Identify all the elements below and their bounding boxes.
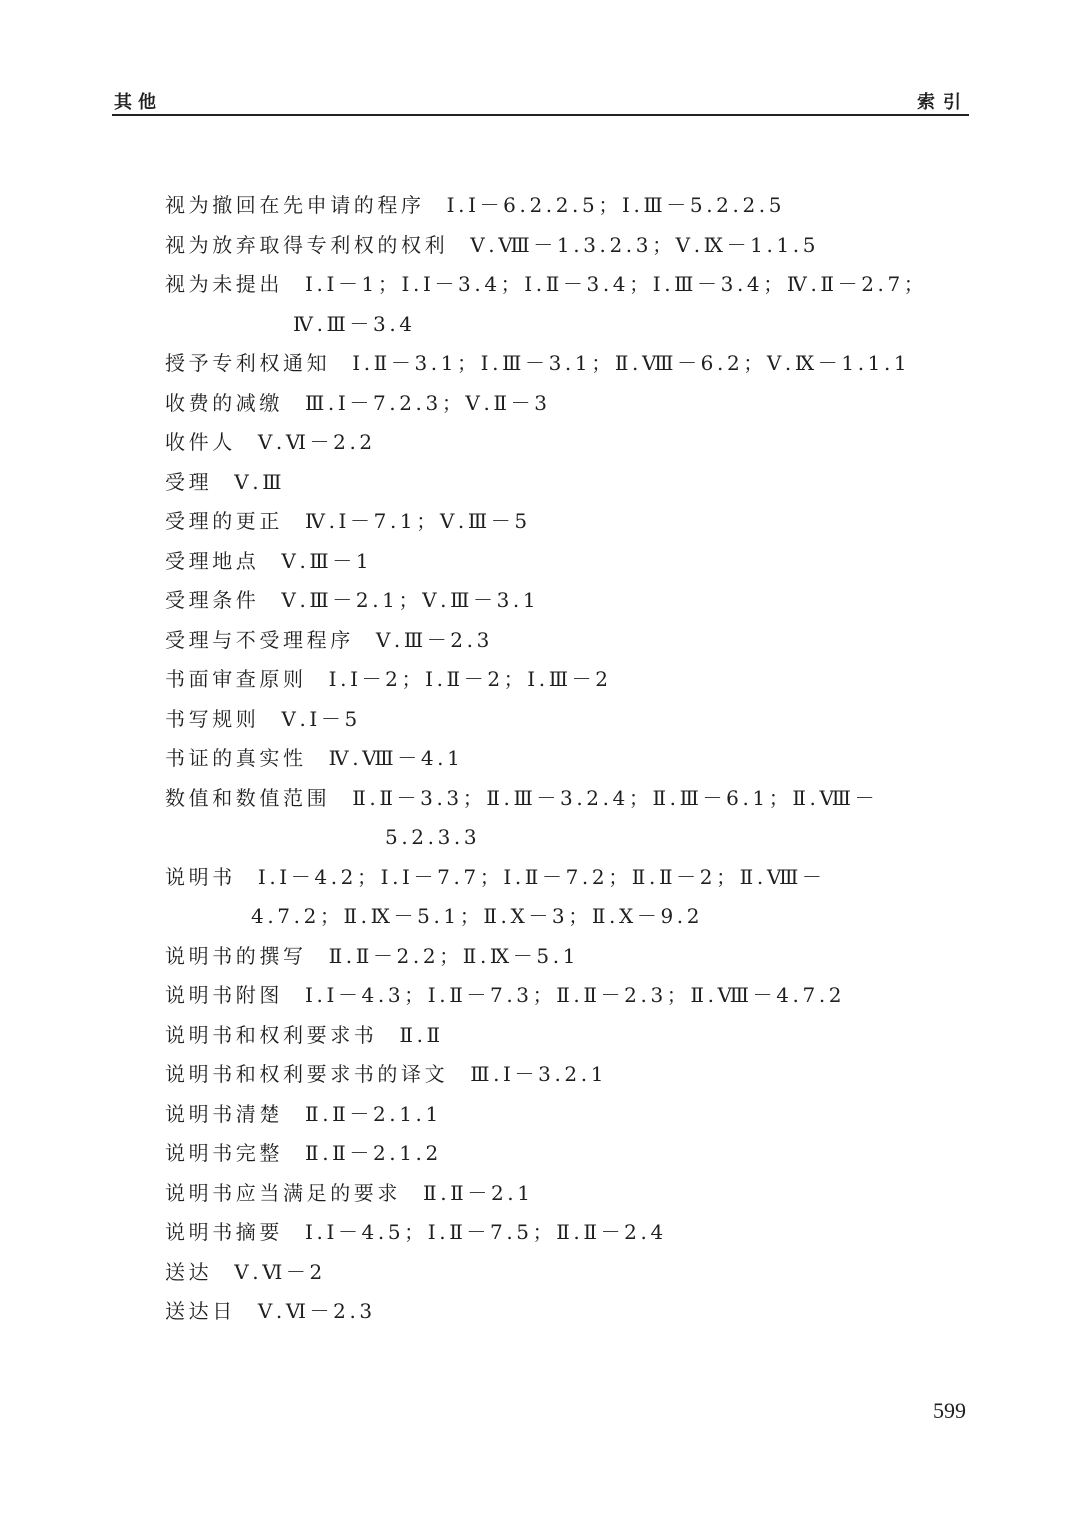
index-references: Ⅴ.Ⅰ－5	[281, 706, 361, 731]
index-term: 数值和数值范围	[165, 785, 331, 810]
index-references: Ⅱ.Ⅱ－3.3；Ⅱ.Ⅲ－3.2.4；Ⅱ.Ⅲ－6.1；Ⅱ.Ⅷ－	[352, 785, 879, 810]
index-references: Ⅰ.Ⅰ－4.3；Ⅰ.Ⅱ－7.3；Ⅱ.Ⅱ－2.3；Ⅱ.Ⅷ－4.7.2	[305, 983, 846, 1007]
index-references-continued: 4.7.2；Ⅱ.Ⅸ－5.1；Ⅱ.Ⅹ－3；Ⅱ.Ⅹ－9.2	[251, 904, 704, 928]
page-number: 599	[933, 1398, 966, 1423]
index-references: Ⅴ.Ⅲ－2.3	[375, 627, 493, 652]
index-term: 说明书和权利要求书	[165, 1022, 378, 1047]
index-term: 视为放弃取得专利权的权利	[165, 232, 449, 257]
index-references: Ⅴ.Ⅷ－1.3.2.3；Ⅴ.Ⅸ－1.1.5	[470, 232, 820, 257]
index-entry	[165, 344, 975, 384]
index-entry	[165, 1174, 975, 1214]
index-term: 说明书附图	[165, 983, 283, 1007]
index-references: Ⅱ.Ⅱ－2.1.2	[305, 1141, 442, 1165]
index-term: 说明书和权利要求书的译文	[165, 1062, 449, 1086]
index-term: 说明书应当满足的要求	[165, 1180, 401, 1205]
index-entry-list	[165, 186, 975, 1332]
index-entry	[165, 1253, 975, 1293]
index-references: Ⅰ.Ⅰ－4.2；Ⅰ.Ⅰ－7.7；Ⅰ.Ⅱ－7.2；Ⅱ.Ⅱ－2；Ⅱ.Ⅷ－	[257, 864, 826, 889]
index-term: 书面审查原则	[165, 667, 307, 691]
index-entry	[165, 384, 975, 424]
index-entry	[165, 700, 975, 740]
index-references-continued: 5.2.3.3	[385, 825, 481, 849]
index-term: 视为未提出	[165, 272, 283, 296]
index-references-continued: Ⅳ.Ⅲ－3.4	[293, 311, 416, 336]
index-references: Ⅳ.Ⅷ－4.1	[328, 746, 464, 770]
index-references: Ⅰ.Ⅰ－4.5；Ⅰ.Ⅱ－7.5；Ⅱ.Ⅱ－2.4	[305, 1220, 667, 1244]
index-references: Ⅱ.Ⅱ	[399, 1022, 444, 1047]
index-term: 受理的更正	[165, 509, 283, 533]
index-references: Ⅰ.Ⅰ－1；Ⅰ.Ⅰ－3.4；Ⅰ.Ⅱ－3.4；Ⅰ.Ⅲ－3.4；Ⅳ.Ⅱ－2.7；	[305, 272, 928, 296]
index-term: 受理条件	[165, 588, 260, 612]
index-entry	[165, 1292, 975, 1332]
index-entry	[165, 779, 975, 858]
index-term: 书证的真实性	[165, 746, 307, 770]
index-entry	[165, 937, 975, 977]
index-term: 授予专利权通知	[165, 351, 331, 375]
index-entry	[165, 976, 975, 1016]
index-references: Ⅴ.Ⅵ－2	[234, 1259, 326, 1284]
index-term: 收件人	[165, 430, 236, 454]
index-entry	[165, 186, 975, 226]
index-entry	[165, 265, 975, 344]
index-references: Ⅴ.Ⅲ	[234, 469, 286, 494]
index-references: Ⅳ.Ⅰ－7.1；Ⅴ.Ⅲ－5	[305, 509, 531, 533]
index-term: 收费的减缴	[165, 390, 283, 415]
index-term: 书写规则	[165, 706, 260, 731]
index-term: 受理与不受理程序	[165, 627, 354, 652]
index-references: Ⅴ.Ⅲ－2.1；Ⅴ.Ⅲ－3.1	[281, 588, 540, 612]
index-entry	[165, 1213, 975, 1253]
index-references: Ⅲ.Ⅰ－3.2.1	[470, 1062, 608, 1086]
index-term: 说明书摘要	[165, 1220, 283, 1244]
index-entry	[165, 1055, 975, 1095]
index-entry	[165, 1016, 975, 1056]
index-references: Ⅰ.Ⅰ－2；Ⅰ.Ⅱ－2；Ⅰ.Ⅲ－2	[328, 667, 612, 691]
running-header	[112, 88, 969, 116]
index-entry	[165, 542, 975, 582]
index-term: 受理	[165, 469, 213, 494]
index-entry	[165, 1134, 975, 1174]
header-section: 其他	[114, 92, 162, 113]
index-references: Ⅴ.Ⅵ－2.3	[257, 1299, 376, 1323]
index-references: Ⅰ.Ⅰ－6.2.2.5；Ⅰ.Ⅲ－5.2.2.5	[446, 193, 786, 217]
index-entry	[165, 621, 975, 661]
index-term: 说明书清楚	[165, 1101, 283, 1126]
index-term: 说明书	[165, 864, 236, 889]
index-term: 说明书的撰写	[165, 943, 307, 968]
index-term: 送达	[165, 1259, 213, 1284]
index-entry	[165, 858, 975, 937]
index-references: Ⅲ.Ⅰ－7.2.3；Ⅴ.Ⅱ－3	[305, 390, 551, 415]
index-entry	[165, 1095, 975, 1135]
index-references: Ⅴ.Ⅲ－1	[281, 548, 373, 573]
index-entry	[165, 739, 975, 779]
index-entry	[165, 463, 975, 503]
index-references: Ⅰ.Ⅱ－3.1；Ⅰ.Ⅲ－3.1；Ⅱ.Ⅷ－6.2；Ⅴ.Ⅸ－1.1.1	[352, 351, 911, 375]
header-rule	[112, 114, 969, 116]
index-entry	[165, 660, 975, 700]
index-references: Ⅱ.Ⅱ－2.1.1	[305, 1101, 442, 1126]
index-references: Ⅴ.Ⅵ－2.2	[257, 430, 376, 454]
header-title: 索引	[917, 92, 969, 113]
index-term: 受理地点	[165, 548, 260, 573]
index-term: 说明书完整	[165, 1141, 283, 1165]
index-entry	[165, 226, 975, 266]
index-term: 送达日	[165, 1299, 236, 1323]
index-term: 视为撤回在先申请的程序	[165, 193, 425, 217]
index-references: Ⅱ.Ⅱ－2.2；Ⅱ.Ⅸ－5.1	[328, 943, 580, 968]
index-entry	[165, 502, 975, 542]
index-entry	[165, 423, 975, 463]
index-references: Ⅱ.Ⅱ－2.1	[423, 1180, 534, 1205]
index-entry	[165, 581, 975, 621]
